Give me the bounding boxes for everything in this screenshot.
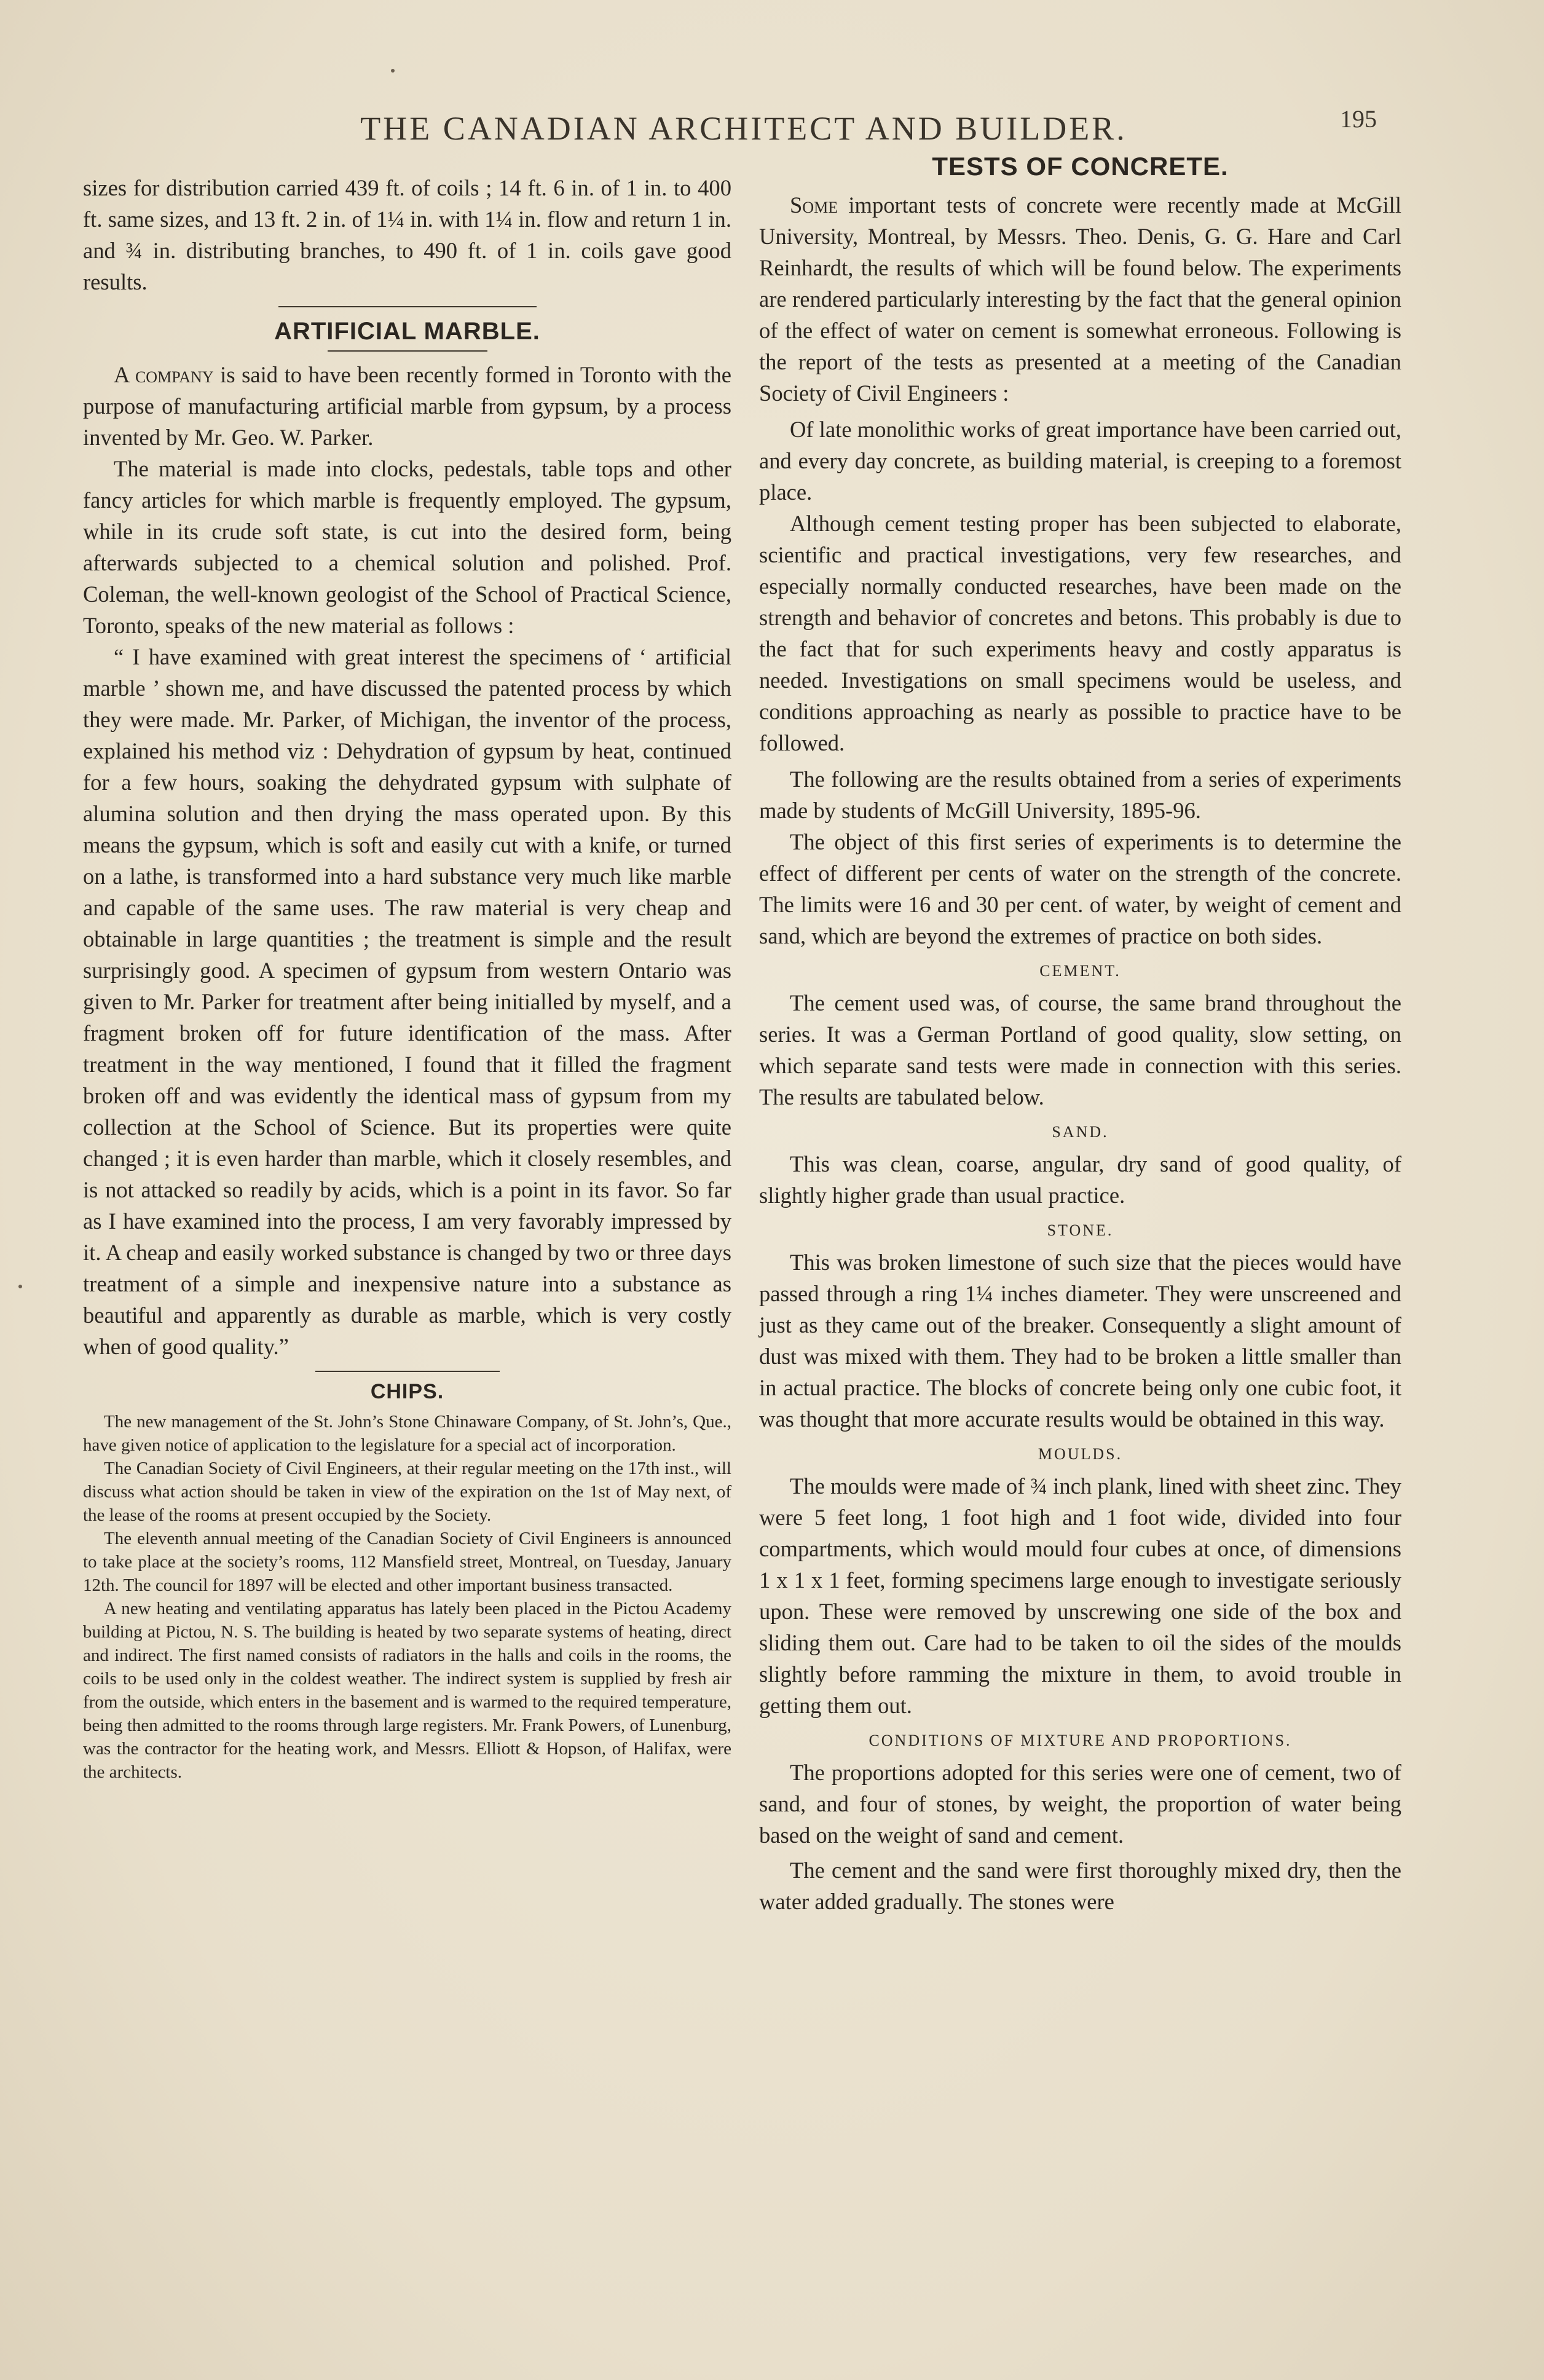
sand-paragraph: This was clean, coarse, angular, dry sand of good quality, of slightly higher grade than usual practice. bbox=[759, 1151, 1401, 1208]
concrete-paragraph-2: Of late monolithic works of great importance have been carried out, and every day concrete, as building material, is creeping to a foremost place. bbox=[759, 417, 1401, 505]
concrete-paragraph-3: Although cement testing proper has been subjected to elaborate, scientific and practical investigations, very few researches, and especially normally conducted researches, have been made on the strength and behavior of concretes and betons. This probably is due to the fact that for such experiments heavy and costly apparatus is needed. Investigations on small specimens would be useless, and conditions approaching as nearly as possible to practice have to be followed. bbox=[759, 511, 1401, 755]
chips-item: A new heating and ventilating apparatus has lately been placed in the Pictou Academy building at Pictou, N. S. The building is heated by two separate systems of heating, direct and indirect. The first named consists of radiators in the halls and coils in the rooms, the coils to be used only in the coldest weather. The indirect system is supplied by fresh air from the outside, which enters in the basement and is warmed to the required temperature, being then admitted to the rooms through large registers. Mr. Frank Powers, of Lunenburg, was the contractor for the heating work, and Messrs. Elliott & Hopson, of Halifax, were the architects. bbox=[83, 1599, 731, 1782]
chips-list bbox=[83, 1410, 731, 1784]
moulds-subheading: MOULDS. bbox=[1038, 1445, 1123, 1463]
marble-paragraph-1: A company is said to have been recently formed in Toronto with the purpose of manufacturing artificial marble from gypsum, by a process invented by Mr. Geo. W. Parker. bbox=[83, 362, 731, 450]
concrete-paragraph-1: Some important tests of concrete were recently made at McGill University, Montreal, by Messrs. Theo. Denis, G. G. Hare and Carl Reinhardt, the results of which will be found below. The experiments are rendered particularly interesting by the fact that the general opinion of the effect of water on cement is somewhat erroneous. Following is the report of the tests as presented at a meeting of the Canadian Society of Civil Engineers : bbox=[759, 192, 1401, 406]
print-speck bbox=[391, 69, 395, 73]
section-divider bbox=[315, 1371, 500, 1372]
continued-paragraph: sizes for distribution carried 439 ft. of coils ; 14 ft. 6 in. of 1 in. to 400 ft. same sizes, and 13 ft. 2 in. of 1¼ in. with 1¼ in. flow and return 1 in. and ¾ in. distributing branches, to 490 ft. of 1 in. coils gave good results. bbox=[83, 175, 731, 294]
tests-of-concrete-heading: TESTS OF CONCRETE. bbox=[932, 152, 1229, 181]
chips-item: The Canadian Society of Civil Engineers, at their regular meeting on the 17th inst., will discuss what action should be taken in view of the expiration on the 1st of May next, of the lease of the rooms at present occupied by the Society. bbox=[83, 1459, 731, 1525]
cement-paragraph: The cement used was, of course, the same brand throughout the series. It was a German Portland of good quality, slow setting, on which separate sand tests were made in connection with this series. The results are tabulated below. bbox=[759, 990, 1401, 1109]
lead-in: A company bbox=[114, 362, 214, 387]
chips-item: The eleventh annual meeting of the Canadian Society of Civil Engineers is announced to take place at the society’s rooms, 112 Mansfield street, Montreal, on Tuesday, January 12th. The council for 1897 will be elected and other important business transacted. bbox=[83, 1529, 731, 1595]
final-paragraph: The cement and the sand were first thoroughly mixed dry, then the water added gradually. The stones were bbox=[759, 1858, 1401, 1914]
conditions-subheading: CONDITIONS OF MIXTURE AND PROPORTIONS. bbox=[868, 1732, 1292, 1749]
marble-quote: “ I have examined with great interest the specimens of ‘ artificial marble ’ shown me, and have discussed the patented process by which they were made. Mr. Parker, of Michigan, the inventor of the process, explained his method viz : Dehydration of gypsum by heat, continued for a few hours, soaking the dehydrated gypsum with sulphate of alumina solution and then drying the mass operated upon. By this means the gypsum, which is soft and easily cut with a knife, or turned on a lathe, is transformed into a hard substance very much like marble and capable of the same uses. The raw material is very cheap and obtainable in large quantities ; the treatment is simple and the result surprisingly good. A specimen of gypsum from western Ontario was given to Mr. Parker for treatment after being initialled by myself, and a fragment broken off for future identification of the mass. After treatment in the way mentioned, I found that it filled the fragment broken off and was evidently the identical mass of gypsum from my collection at the School of Science. But its properties were quite changed ; it is even harder than marble, which it closely resembles, and is not attacked so readily by acids, which is a point in its favor. So far as I have examined into the process, I am very favorably impressed by it. A cheap and easily worked substance is changed by two or three days treatment of a simple and inexpensive nature into a substance as beautiful and apparently as durable as marble, which is very costly when of good quality.” bbox=[83, 644, 731, 1359]
right-column bbox=[759, 152, 1401, 1917]
running-header: THE CANADIAN ARCHITECT AND BUILDER. bbox=[360, 110, 1127, 147]
section-divider bbox=[278, 306, 537, 307]
left-column bbox=[83, 172, 731, 1784]
stone-subheading: STONE. bbox=[1047, 1221, 1114, 1239]
lead-in: Some bbox=[790, 192, 838, 218]
marble-paragraph-2: The material is made into clocks, pedestals, table tops and other fancy articles for which marble is frequently employed. The gypsum, while in its crude soft state, is cut into the desired form, being afterwards subjected to a chemical solution and polished. Prof. Coleman, the well-known geologist of the School of Practical Science, Toronto, speaks of the new material as follows : bbox=[83, 456, 731, 638]
concrete-paragraph-4: The following are the results obtained from a series of experiments made by students of McGill University, 1895-96. bbox=[759, 766, 1401, 823]
page-number: 195 bbox=[1340, 105, 1377, 133]
cement-subheading: CEMENT. bbox=[1039, 962, 1121, 980]
moulds-paragraph: The moulds were made of ¾ inch plank, lined with sheet zinc. They were 5 feet long, 1 foot high and 1 foot wide, divided into four compartments, which would mould four cubes at once, of dimensions 1 x 1 x 1 feet, forming specimens large enough to investigate seriously upon. These were removed by unscrewing one side of the box and sliding them out. Care had to be taken to oil the sides of the moulds slightly before ramming the mixture in them, to avoid trouble in getting them out. bbox=[759, 1473, 1401, 1718]
concrete-paragraph-5: The object of this first series of experiments is to determine the effect of different per cents of water on the strength of the concrete. The limits were 16 and 30 per cent. of water, by weight of cement and sand, which are beyond the extremes of practice on both sides. bbox=[759, 829, 1401, 948]
conditions-paragraph: The proportions adopted for this series were one of cement, two of sand, and four of stones, by weight, the proportion of water being based on the weight of sand and cement. bbox=[759, 1760, 1401, 1848]
artificial-marble-heading: ARTIFICIAL MARBLE. bbox=[274, 318, 540, 345]
chips-heading: CHIPS. bbox=[370, 1380, 444, 1403]
print-speck bbox=[18, 1285, 22, 1288]
heading-underline bbox=[328, 350, 487, 352]
stone-paragraph: This was broken limestone of such size that the pieces would have passed through a ring 1¼ inches diameter. They were unscreened and just as they came out of the breaker. Consequently a slight amount of dust was mixed with them. They had to be broken a little smaller than in actual practice. The blocks of concrete being only one cubic foot, it was thought that more accurate results would be obtained in this way. bbox=[759, 1250, 1401, 1432]
chips-item: The new management of the St. John’s Stone Chinaware Company, of St. John’s, Que., have given notice of application to the legislature for a special act of incorporation. bbox=[83, 1412, 731, 1455]
sand-subheading: SAND. bbox=[1052, 1123, 1109, 1141]
